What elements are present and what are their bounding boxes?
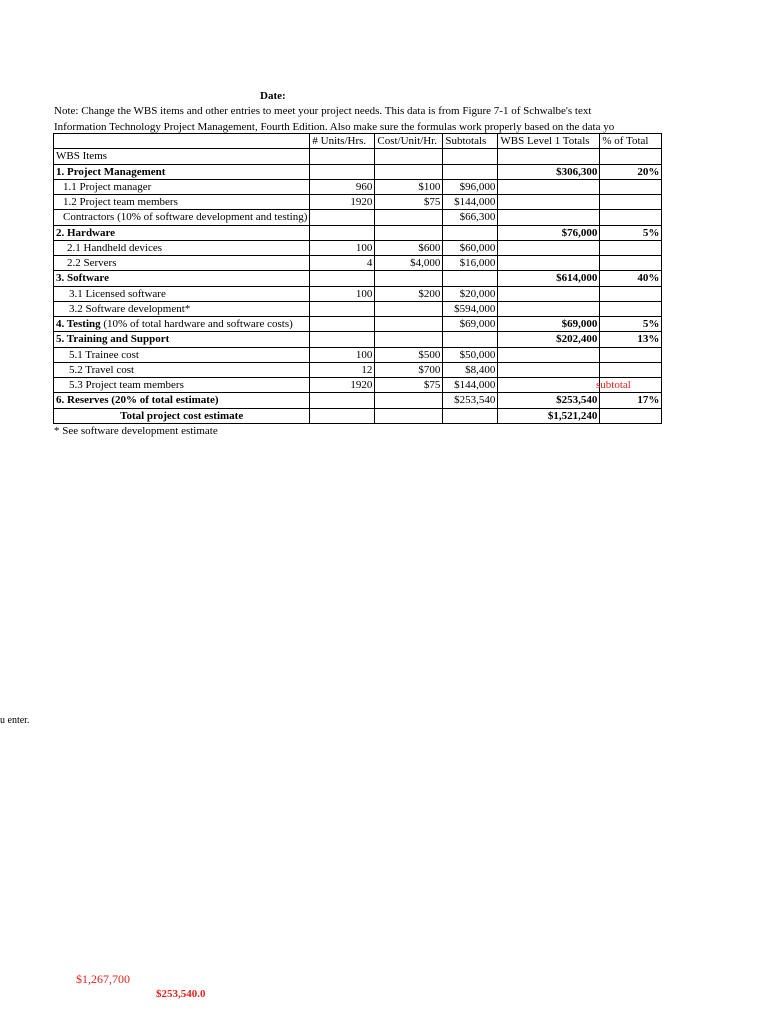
note-line-1: Note: Change the WBS items and other entries to meet your project needs. This data is from Figure 7-1 of Schwalbe's text: [54, 105, 592, 117]
table-row: [54, 301, 662, 316]
item-cell[interactable]: Contractors (10% of software development and testing): [54, 210, 310, 225]
item-cell[interactable]: 5.2 Travel cost: [54, 362, 310, 377]
table-row: [54, 179, 662, 194]
pct-cell[interactable]: [600, 301, 662, 316]
subtotal-cell[interactable]: [443, 271, 498, 286]
level1-cell[interactable]: [498, 195, 600, 210]
units-cell[interactable]: 100: [310, 286, 375, 301]
units-cell[interactable]: [310, 332, 375, 347]
units-cell[interactable]: 960: [310, 179, 375, 194]
pct-cell[interactable]: [600, 256, 662, 271]
cost-cell[interactable]: $700: [375, 362, 443, 377]
table-row: [54, 195, 662, 210]
table-row: [54, 362, 662, 377]
item-cell[interactable]: 3. Software: [54, 271, 310, 286]
header-cell-pct-total[interactable]: % of Total: [600, 134, 662, 149]
units-cell[interactable]: 12: [310, 362, 375, 377]
pct-cell[interactable]: [600, 179, 662, 194]
subtotal-cell[interactable]: $253,540: [443, 393, 498, 408]
level1-cell[interactable]: [498, 149, 600, 164]
level1-cell[interactable]: [498, 240, 600, 255]
units-cell[interactable]: 1920: [310, 378, 375, 393]
units-cell[interactable]: [310, 225, 375, 240]
subtotal-cell[interactable]: $20,000: [443, 286, 498, 301]
subtotal-cell[interactable]: $144,000: [443, 378, 498, 393]
cost-cell[interactable]: [375, 393, 443, 408]
level1-cell[interactable]: [498, 347, 600, 362]
item-cell[interactable]: 6. Reserves (20% of total estimate): [54, 393, 310, 408]
table-row: [54, 286, 662, 301]
red-value-2: $253,540.0: [156, 988, 206, 1000]
level1-cell[interactable]: $306,300: [498, 164, 600, 179]
units-cell[interactable]: [310, 301, 375, 316]
subtotal-cell[interactable]: $16,000: [443, 256, 498, 271]
red-value-1: $1,267,700: [76, 972, 130, 986]
item-cell[interactable]: 5. Training and Support: [54, 332, 310, 347]
clipped-note-text: u enter.: [0, 715, 30, 726]
table-row: [54, 240, 662, 255]
units-cell[interactable]: [310, 393, 375, 408]
table-row: [54, 408, 662, 423]
subtotal-cell[interactable]: $8,400: [443, 362, 498, 377]
pct-cell[interactable]: 13%: [600, 332, 662, 347]
pct-cell[interactable]: 5%: [600, 225, 662, 240]
cost-cell[interactable]: [375, 149, 443, 164]
units-cell[interactable]: 100: [310, 240, 375, 255]
level1-cell[interactable]: [498, 179, 600, 194]
total-label-cell[interactable]: Total project cost estimate: [54, 408, 310, 423]
item-cell[interactable]: 2.2 Servers: [54, 256, 310, 271]
subtotal-cell[interactable]: $96,000: [443, 179, 498, 194]
pct-cell[interactable]: [600, 347, 662, 362]
subtotal-cell[interactable]: $594,000: [443, 301, 498, 316]
item-cell[interactable]: 2.1 Handheld devices: [54, 240, 310, 255]
cost-cell[interactable]: [375, 317, 443, 332]
subtotal-cell[interactable]: [443, 164, 498, 179]
level1-cell[interactable]: $253,540: [498, 393, 600, 408]
table-row: [54, 271, 662, 286]
table-row: [54, 225, 662, 240]
testing-label-rest: (10% of total hardware and software costs): [100, 318, 293, 331]
table-row: [54, 256, 662, 271]
cost-cell[interactable]: $75: [375, 378, 443, 393]
table-row: [54, 347, 662, 362]
level1-cell[interactable]: $202,400: [498, 332, 600, 347]
cost-cell[interactable]: $500: [375, 347, 443, 362]
pct-cell[interactable]: [600, 362, 662, 377]
units-cell[interactable]: [310, 210, 375, 225]
subtotal-cell[interactable]: $60,000: [443, 240, 498, 255]
item-cell[interactable]: 5.1 Trainee cost: [54, 347, 310, 362]
testing-label-bold: 4. Testing: [56, 318, 101, 331]
level1-cell[interactable]: [498, 362, 600, 377]
header-cell-item[interactable]: [54, 134, 310, 149]
cost-cell[interactable]: $4,000: [375, 256, 443, 271]
units-cell[interactable]: 1920: [310, 195, 375, 210]
level1-cell[interactable]: [498, 301, 600, 316]
level1-cell[interactable]: [498, 286, 600, 301]
level1-cell[interactable]: $76,000: [498, 225, 600, 240]
item-cell[interactable]: 3.1 Licensed software: [54, 286, 310, 301]
header-cell-units[interactable]: # Units/Hrs.: [310, 134, 375, 149]
pct-cell[interactable]: 5%: [600, 317, 662, 332]
cost-cell[interactable]: [375, 271, 443, 286]
pct-cell[interactable]: [600, 408, 662, 423]
wbs-items-label[interactable]: WBS Items: [54, 149, 310, 164]
table-row: [54, 164, 662, 179]
table-header-row: [54, 134, 662, 149]
item-cell[interactable]: 1.1 Project manager: [54, 179, 310, 194]
header-cell-subtotals[interactable]: Subtotals: [443, 134, 498, 149]
table-row: [54, 393, 662, 408]
footnote: * See software development estimate: [54, 425, 218, 437]
cost-cell[interactable]: [375, 225, 443, 240]
pct-cell[interactable]: [600, 286, 662, 301]
pct-cell[interactable]: [600, 210, 662, 225]
level1-cell[interactable]: [498, 378, 600, 393]
table-row: [54, 378, 662, 393]
item-cell[interactable]: 5.3 Project team members: [54, 378, 310, 393]
units-cell[interactable]: [310, 164, 375, 179]
subtotal-cell[interactable]: $50,000: [443, 347, 498, 362]
item-cell[interactable]: 2. Hardware: [54, 225, 310, 240]
units-cell[interactable]: [310, 149, 375, 164]
subtotal-side-note: subtotal: [596, 379, 631, 391]
subtotal-cell[interactable]: [443, 408, 498, 423]
cost-cell[interactable]: [375, 332, 443, 347]
pct-cell[interactable]: 17%: [600, 393, 662, 408]
subtotal-cell[interactable]: [443, 225, 498, 240]
units-cell[interactable]: [310, 408, 375, 423]
total-estimate-cell[interactable]: $1,521,240: [498, 408, 600, 423]
pct-cell[interactable]: 20%: [600, 164, 662, 179]
table-row: [54, 210, 662, 225]
level1-cell[interactable]: $69,000: [498, 317, 600, 332]
subtotal-cell[interactable]: $66,300: [443, 210, 498, 225]
pct-cell[interactable]: 40%: [600, 271, 662, 286]
wbs-cost-table: [53, 133, 662, 424]
header-cell-level1-totals[interactable]: WBS Level 1 Totals: [498, 134, 600, 149]
note-line-2: Information Technology Project Management, Fourth Edition. Also make sure the formulas work properly based on the data yo: [54, 121, 615, 133]
cost-cell[interactable]: [375, 164, 443, 179]
header-cell-cost[interactable]: Cost/Unit/Hr.: [375, 134, 443, 149]
cost-cell[interactable]: [375, 210, 443, 225]
pct-cell[interactable]: [600, 240, 662, 255]
cost-cell[interactable]: $600: [375, 240, 443, 255]
item-cell[interactable]: [54, 317, 310, 332]
item-cell[interactable]: 3.2 Software development*: [54, 301, 310, 316]
table-row: [54, 332, 662, 347]
pct-cell[interactable]: [600, 195, 662, 210]
units-cell[interactable]: [310, 271, 375, 286]
subtotal-cell[interactable]: $69,000: [443, 317, 498, 332]
subtotal-cell[interactable]: [443, 149, 498, 164]
cost-cell[interactable]: $75: [375, 195, 443, 210]
subtotal-cell[interactable]: $144,000: [443, 195, 498, 210]
level1-cell[interactable]: [498, 256, 600, 271]
units-cell[interactable]: 100: [310, 347, 375, 362]
cost-cell[interactable]: $200: [375, 286, 443, 301]
table-row: [54, 317, 662, 332]
table-row: [54, 149, 662, 164]
item-cell[interactable]: 1. Project Management: [54, 164, 310, 179]
cost-cell[interactable]: [375, 301, 443, 316]
cost-cell[interactable]: [375, 408, 443, 423]
date-label: Date:: [260, 90, 286, 102]
subtotal-cell[interactable]: [443, 332, 498, 347]
pct-cell[interactable]: [600, 149, 662, 164]
units-cell[interactable]: [310, 317, 375, 332]
level1-cell[interactable]: $614,000: [498, 271, 600, 286]
level1-cell[interactable]: [498, 210, 600, 225]
units-cell[interactable]: 4: [310, 256, 375, 271]
cost-cell[interactable]: $100: [375, 179, 443, 194]
item-cell[interactable]: 1.2 Project team members: [54, 195, 310, 210]
